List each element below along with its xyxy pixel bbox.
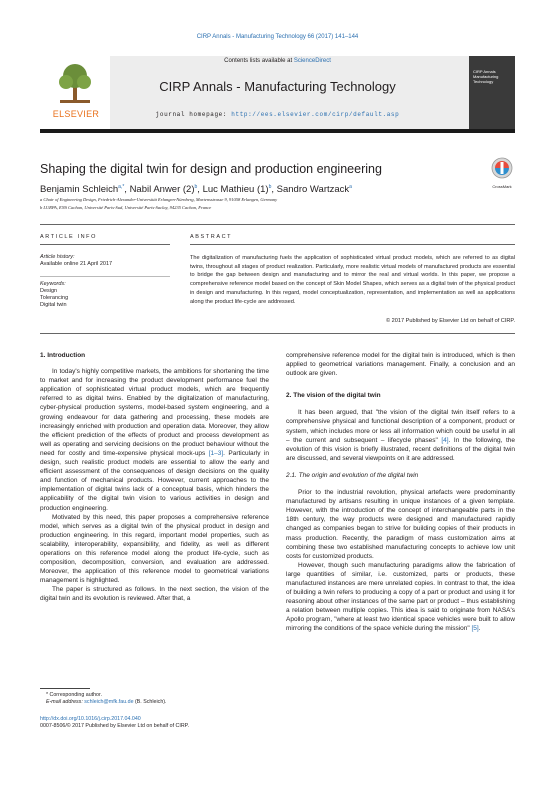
crossmark-label: CrossMark [492, 184, 512, 189]
text-run: In today's highly competitive markets, the ambitions for shortening the time to market and for increasing the product development performance fuel the application of sophisticated virtual product models, which are frequently referred to as digital twins. Enabled by the digitalization of manufacturing, cyber-physical production systems, model-based system engineering, and a growing endeavour for data gathering and processing, these models are increasingly enriched with production and operation data. Moreover, they allow the efficient prediction of the effects of product and process development as well as operating and servicing decisions on the product behaviour without the need for costly and time-expensive physical mock-ups [40, 368, 269, 457]
keyword: Tolerancing [40, 295, 69, 301]
corresponding-author: * Corresponding author. [46, 692, 102, 698]
subsection-heading: 2.1. The origin and evolution of the digital twin [286, 471, 419, 479]
publisher-name: ELSEVIER [52, 109, 100, 119]
author-name: Nabil Anwer (2) [129, 184, 195, 196]
divider [40, 244, 170, 245]
keywords [40, 281, 68, 309]
crossmark-icon [491, 157, 513, 179]
paragraph [286, 561, 515, 634]
abstract-copyright: © 2017 Published by Elsevier Ltd on behalf of CIRP. [385, 318, 515, 324]
paragraph: comprehensive reference model for the digital twin is introduced, which is then applied to geometrical variations management. Finally, a conclusion and an outlook are given. [286, 352, 515, 378]
history-label: Article history: [40, 254, 75, 260]
author-name: Sandro Wartzack [276, 184, 350, 196]
article-footer [40, 716, 189, 730]
journal-cover[interactable] [469, 56, 515, 129]
author-name: Luc Mathieu (1) [202, 184, 269, 196]
divider [40, 224, 515, 225]
citation-link[interactable]: [5] [471, 625, 479, 633]
homepage-prefix: journal homepage: [155, 111, 232, 118]
author-affiliation-mark[interactable]: a [349, 184, 352, 190]
paragraph: Motivated by this need, this paper proposes a comprehensive reference model, which serves as a digital twin of the physical product in design and production engineering. In this regard, important model properties, such as scalability, interoperability, expansibility, and fidelity, as well as different operations on this reference model along the product life-cycle, such as composition, decomposition, conversion, and evaluation are addressed. Moreover, the application of this reference model to geometrical variations management is highlighted. [40, 513, 269, 585]
author-name: Benjamin Schleich [40, 184, 119, 196]
keyword: Digital twin [40, 302, 67, 308]
doi-link[interactable]: http://dx.doi.org/10.1016/j.cirp.2017.04.040 [40, 716, 141, 722]
abstract-heading: ABSTRACT [190, 234, 233, 240]
right-column [286, 351, 515, 634]
divider [40, 276, 170, 277]
sciencedirect-link[interactable]: ScienceDirect [293, 58, 331, 64]
email-suffix: (B. Schleich). [133, 699, 167, 705]
author-affiliation-mark[interactable]: a,* [118, 184, 125, 190]
journal-banner [40, 56, 515, 133]
affiliation-b: b LURPA, ENS Cachan, Université Paris-Sud, Université Paris-Saclay, 94235 Cachan, France [40, 205, 212, 210]
journal-homepage [40, 111, 515, 118]
author-affiliation-mark[interactable]: b [194, 184, 198, 190]
paragraph [40, 367, 269, 513]
history-value: Available online 21 April 2017 [40, 261, 113, 267]
citation-link[interactable]: [4] [441, 436, 449, 444]
homepage-link[interactable]: http://ees.elsevier.com/cirp/default.asp [231, 111, 400, 118]
section-heading: 1. Introduction [40, 352, 86, 359]
keyword: Design [40, 288, 58, 294]
paragraph [286, 408, 515, 463]
email-label: E-mail address: [46, 699, 85, 705]
text-run: It has been argued, that "the vision of the digital twin itself refers to a comprehensive physical and functional description of a component, product or system, which includes more or less all information which could be useful in all – the current and subsequent – lifecycle phases" [286, 409, 515, 444]
left-column [40, 351, 269, 604]
abstract-text: The digitalization of manufacturing fuels the application of sophisticated virtual product models, which are referred to as digital twins, throughout all stages of product realization. Particularly, more realistic virtual models of manufactured products are essential to bridge the gap between design and manufacturing and to mirror the real and virtual worlds. In this paper, we propose a comprehensive reference model based on the concept of Skin Model Shapes, which serves as a digital twin of the physical product in design and manufacturing. In this regard, model conceptualization, representation, and implementation as well as applications along the product life-cycle are addressed. [190, 255, 515, 305]
running-head[interactable]: CIRP Annals - Manufacturing Technology 66 (2017) 141–144 [196, 34, 359, 40]
text-run: . In the following, the evolution of this vision is briefly illustrated, recent definitions of the digital twin are discussed, and several viewpoints on it are addressed. [286, 436, 515, 462]
footnote-rule [40, 688, 90, 689]
paragraph: Prior to the industrial revolution, physical artefacts were predominantly manufactured by artisans resulting in unique instances of a given template. However, with the introduction of the concept of interchangeable parts in the 18th century, the way products were designed and manufactured rapidly changed as companies began to strive for building copies of their products in mass production. Recently, the paradigm of mass customization aims at combining these two established manufacturing concepts to achieve low unit costs for customized products. [286, 489, 515, 560]
article-title: Shaping the digital twin for design and production engineering [40, 162, 382, 176]
article-history [40, 254, 112, 268]
journal-name: CIRP Annals - Manufacturing Technology [159, 79, 396, 94]
author-list: Benjamin Schleich$^{a,*}$, Nabil Anwer $(2)^b$, Luc Mathieu $(1)^b$, Sandro Wartzack$^a$ [40, 184, 352, 196]
divider [40, 333, 515, 334]
section-heading: 2. The vision of the digital twin [286, 392, 381, 400]
keywords-label: Keywords: [40, 281, 66, 287]
contents-prefix: Contents lists available at [224, 58, 294, 64]
contents-line [40, 58, 515, 64]
issn-line: 0007-8506/© 2017 Published by Elsevier Ltd on behalf of CIRP. [40, 723, 189, 729]
cover-title: CIRP Annals Manufacturing Technology [473, 69, 499, 84]
author-affiliation-mark[interactable]: b [268, 184, 272, 190]
text-run: . [478, 625, 481, 633]
text-run: . Particularly in design, such realistic product models are essential to allow the early and efficient assessment of the consequences of design decisions on the quality and function of mechanical products. However, current approaches to the implementation of digital twins lack of a conceptual basis, which hinders the applicability of the digital twin vision to various activities in design and production engineering. [40, 449, 269, 512]
email-link[interactable]: schleich@mfk.fau.de [84, 699, 134, 705]
footnote [46, 692, 167, 706]
paragraph: The paper is structured as follows. In the next section, the vision of the digital twin and its evolution is reviewed. After that, a [40, 586, 269, 603]
text-run: However, though such manufacturing paradigms allow the fabrication of large quantities of similar, i.e. customized, parts or products, these manufactured instances are mere unrelated copies. In contrast to that, the idea of building a twin refers to producing a copy of a part or product and using it for reasoning about other instances of the same part or product – thus establishing a relation between multiple copies. This idea is said to originate from NASA's Apollo program, "where at least two identical space vehicles were built to allow mirroring the conditions of the space vehicle during the mission" [286, 561, 515, 633]
crossmark-badge[interactable] [488, 157, 516, 195]
affiliation-a: a Chair of Engineering Design, Friedrich-Alexander-Universität Erlangen-Nürnberg, Martensstrasse 9, 91058 Erlangen, Germany [40, 197, 278, 202]
article-info-heading: ARTICLE INFO [40, 234, 97, 240]
divider [190, 244, 515, 245]
citation-link[interactable]: [1–3] [208, 449, 224, 457]
